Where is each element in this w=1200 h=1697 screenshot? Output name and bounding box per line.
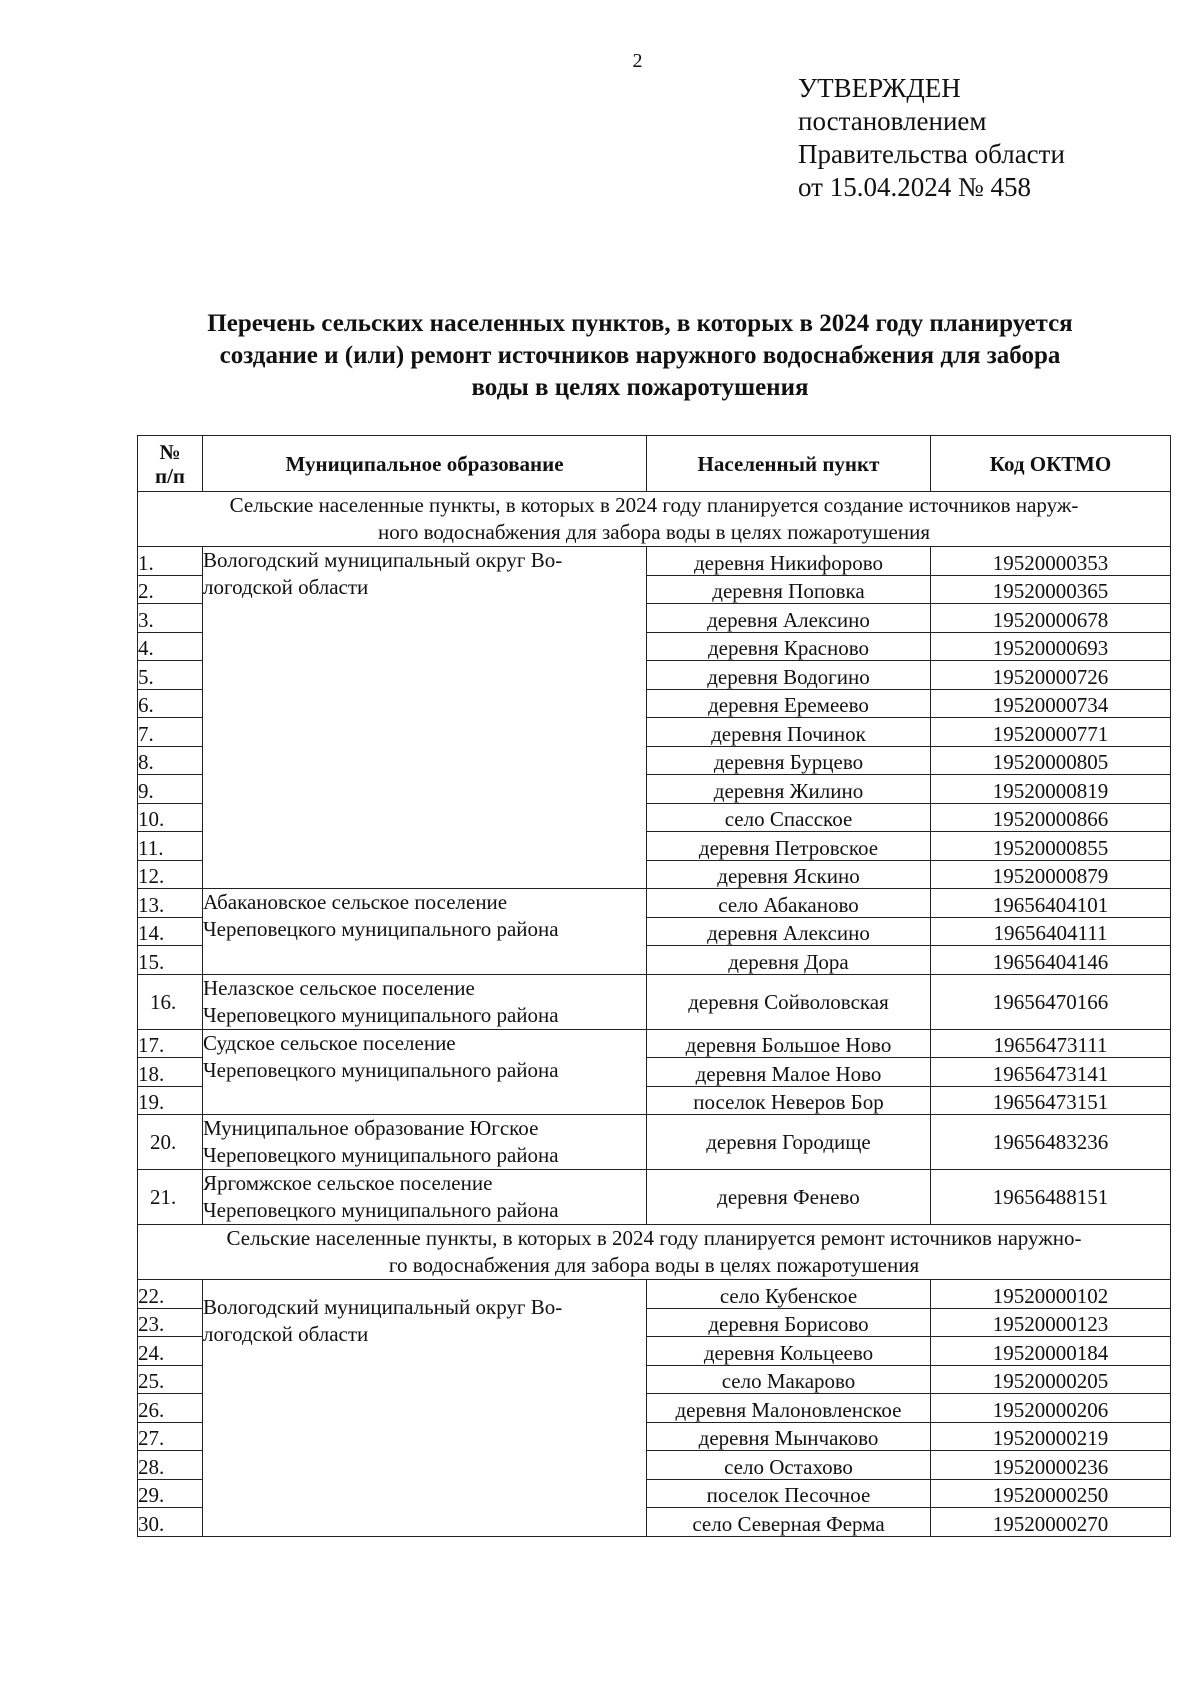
header-municipality: Муниципальное образование — [203, 436, 647, 492]
municipality-cell — [203, 1170, 647, 1225]
locality-cell: поселок Неверов Бор — [647, 1086, 931, 1115]
municipality-line-1: Абакановское сельское поселение — [203, 890, 508, 914]
oktmo-code-cell: 19520000726 — [931, 661, 1171, 690]
title-line-1: Перечень сельских населенных пунктов, в которых в 2024 году планируется — [207, 310, 1073, 337]
locality-cell: село Спасское — [647, 803, 931, 832]
row-number: 30. — [138, 1508, 203, 1537]
table-row — [138, 1115, 1171, 1170]
locality-cell: деревня Еремеево — [647, 689, 931, 718]
row-number: 27. — [138, 1422, 203, 1451]
locality-cell: деревня Малое Ново — [647, 1058, 931, 1087]
approval-line-2: постановлением — [798, 106, 987, 136]
oktmo-code-cell: 19520000819 — [931, 775, 1171, 804]
locality-cell: деревня Фенево — [647, 1170, 931, 1225]
oktmo-code-cell: 19520000270 — [931, 1508, 1171, 1537]
row-number: 21. — [138, 1170, 203, 1225]
municipality-line-1: Яргомжское сельское поселение — [203, 1171, 493, 1195]
row-number: 15. — [138, 946, 203, 975]
row-number: 7. — [138, 718, 203, 747]
section-repair — [138, 1225, 1171, 1280]
section-line-1: Сельские населенные пункты, в которых в 2024 году планируется создание источников наруж- — [229, 493, 1079, 517]
oktmo-code-cell: 19520000219 — [931, 1422, 1171, 1451]
oktmo-code-cell: 19520000123 — [931, 1308, 1171, 1337]
row-number: 4. — [138, 632, 203, 661]
section-line-1: Сельские населенные пункты, в которых в 2024 году планируется ремонт источников наружно- — [226, 1226, 1082, 1250]
locality-cell: деревня Борисово — [647, 1308, 931, 1337]
row-number: 23. — [138, 1308, 203, 1337]
localities-table — [137, 435, 1171, 1537]
row-number: 19. — [138, 1086, 203, 1115]
title-line-2: создание и (или) ремонт источников наружного водоснабжения для забора — [219, 342, 1061, 369]
oktmo-code-cell: 19656488151 — [931, 1170, 1171, 1225]
page-number: 2 — [632, 50, 643, 72]
row-number: 28. — [138, 1451, 203, 1480]
locality-cell: деревня Водогино — [647, 661, 931, 690]
section-line-2: го водоснабжения для забора воды в целях пожаротушения — [388, 1253, 920, 1277]
municipality-cell — [203, 1029, 647, 1115]
municipality-cell — [203, 889, 647, 975]
oktmo-code-cell: 19520000805 — [931, 746, 1171, 775]
locality-cell: деревня Городище — [647, 1115, 931, 1170]
locality-cell: деревня Поповка — [647, 575, 931, 604]
municipality-line-2: Череповецкого муниципального района — [203, 1057, 559, 1082]
oktmo-code-cell: 19520000250 — [931, 1479, 1171, 1508]
table-row — [138, 1029, 1171, 1058]
section-line-2: ного водоснабжения для забора воды в целях пожаротушения — [378, 520, 930, 544]
locality-cell: деревня Никифорово — [647, 547, 931, 576]
document-title — [120, 308, 1160, 404]
row-number: 25. — [138, 1365, 203, 1394]
locality-cell: деревня Яскино — [647, 860, 931, 889]
municipality-line-1: Вологодский муниципальный округ Во- — [203, 1295, 563, 1319]
locality-cell: деревня Починок — [647, 718, 931, 747]
locality-cell: деревня Бурцево — [647, 746, 931, 775]
oktmo-code-cell: 19656473141 — [931, 1058, 1171, 1087]
table-row — [138, 547, 1171, 576]
municipality-line-2: Череповецкого муниципального района — [203, 1002, 559, 1027]
section-creation — [138, 492, 1171, 547]
header-num — [138, 436, 203, 492]
locality-cell: деревня Кольцеево — [647, 1337, 931, 1366]
locality-cell: деревня Сойволовская — [647, 974, 931, 1029]
table-row — [138, 974, 1171, 1029]
row-number: 10. — [138, 803, 203, 832]
oktmo-code-cell: 19656470166 — [931, 974, 1171, 1029]
oktmo-code-cell: 19520000365 — [931, 575, 1171, 604]
locality-cell: поселок Песочное — [647, 1479, 931, 1508]
locality-cell: деревня Алексино — [647, 604, 931, 633]
row-number: 3. — [138, 604, 203, 633]
locality-cell: деревня Малоновленское — [647, 1394, 931, 1423]
oktmo-code-cell: 19520000866 — [931, 803, 1171, 832]
header-code: Код ОКТМО — [931, 436, 1171, 492]
oktmo-code-cell: 19656404111 — [931, 917, 1171, 946]
approval-line-4: от 15.04.2024 № 458 — [798, 172, 1031, 202]
locality-cell: деревня Петровское — [647, 832, 931, 861]
oktmo-code-cell: 19656473111 — [931, 1029, 1171, 1058]
table-header-row — [138, 436, 1171, 492]
municipality-line-2: Череповецкого муниципального района — [203, 917, 559, 941]
row-number: 29. — [138, 1479, 203, 1508]
row-number: 26. — [138, 1394, 203, 1423]
oktmo-code-cell: 19520000855 — [931, 832, 1171, 861]
municipality-line-1: Вологодский муниципальный округ Во- — [203, 548, 563, 572]
municipality-line-2: Череповецкого муниципального района — [203, 1143, 559, 1167]
municipality-line-2: Череповецкого муниципального района — [203, 1198, 559, 1222]
row-number: 18. — [138, 1058, 203, 1087]
oktmo-code-cell: 19520000353 — [931, 547, 1171, 576]
approval-line-1: УТВЕРЖДЕН — [798, 73, 961, 103]
section-row — [138, 1225, 1171, 1280]
locality-cell: село Макарово — [647, 1365, 931, 1394]
row-number: 6. — [138, 689, 203, 718]
oktmo-code-cell: 19656483236 — [931, 1115, 1171, 1170]
oktmo-code-cell: 19520000236 — [931, 1451, 1171, 1480]
row-number: 1. — [138, 547, 203, 576]
table-row — [138, 1170, 1171, 1225]
oktmo-code-cell: 19520000102 — [931, 1280, 1171, 1309]
row-number: 12. — [138, 860, 203, 889]
locality-cell: деревня Мынчаково — [647, 1422, 931, 1451]
row-number: 13. — [138, 889, 203, 918]
municipality-cell — [203, 974, 647, 1029]
locality-cell: село Северная Ферма — [647, 1508, 931, 1537]
locality-cell: село Абаканово — [647, 889, 931, 918]
header-num-line-1: № — [159, 439, 181, 464]
locality-cell: деревня Жилино — [647, 775, 931, 804]
row-number: 24. — [138, 1337, 203, 1366]
oktmo-code-cell: 19520000771 — [931, 718, 1171, 747]
locality-cell: село Остахово — [647, 1451, 931, 1480]
locality-cell: деревня Алексино — [647, 917, 931, 946]
locality-cell: деревня Большое Ново — [647, 1029, 931, 1058]
locality-cell: деревня Дора — [647, 946, 931, 975]
row-number: 22. — [138, 1280, 203, 1309]
row-number: 9. — [138, 775, 203, 804]
row-number: 20. — [138, 1115, 203, 1170]
locality-cell: село Кубенское — [647, 1280, 931, 1309]
municipality-cell — [203, 1115, 647, 1170]
oktmo-code-cell: 19656404146 — [931, 946, 1171, 975]
municipality-cell — [203, 547, 647, 889]
municipality-line-2: логодской области — [203, 1322, 369, 1346]
header-locality: Населенный пункт — [647, 436, 931, 492]
header-num-line-2: п/п — [154, 463, 186, 488]
table-row — [138, 1280, 1171, 1309]
row-number: 11. — [138, 832, 203, 861]
oktmo-code-cell: 19520000205 — [931, 1365, 1171, 1394]
oktmo-code-cell: 19656473151 — [931, 1086, 1171, 1115]
row-number: 16. — [138, 974, 203, 1029]
oktmo-code-cell: 19656404101 — [931, 889, 1171, 918]
row-number: 8. — [138, 746, 203, 775]
row-number: 14. — [138, 917, 203, 946]
oktmo-code-cell: 19520000678 — [931, 604, 1171, 633]
municipality-line-1: Муниципальное образование Югское — [203, 1116, 539, 1140]
municipality-line-2: логодской области — [203, 575, 369, 599]
row-number: 5. — [138, 661, 203, 690]
approval-line-3: Правительства области — [798, 139, 1065, 169]
municipality-line-1: Нелазское сельское поселение — [203, 975, 475, 1000]
title-line-3: воды в целях пожаротушения — [471, 374, 809, 401]
oktmo-code-cell: 19520000693 — [931, 632, 1171, 661]
locality-cell: деревня Красново — [647, 632, 931, 661]
section-row — [138, 492, 1171, 547]
approval-stamp — [798, 72, 1065, 204]
municipality-cell — [203, 1280, 647, 1537]
row-number: 17. — [138, 1029, 203, 1058]
oktmo-code-cell: 19520000734 — [931, 689, 1171, 718]
oktmo-code-cell: 19520000206 — [931, 1394, 1171, 1423]
table-row — [138, 889, 1171, 918]
oktmo-code-cell: 19520000879 — [931, 860, 1171, 889]
municipality-line-1: Судское сельское поселение — [203, 1030, 456, 1055]
row-number: 2. — [138, 575, 203, 604]
oktmo-code-cell: 19520000184 — [931, 1337, 1171, 1366]
